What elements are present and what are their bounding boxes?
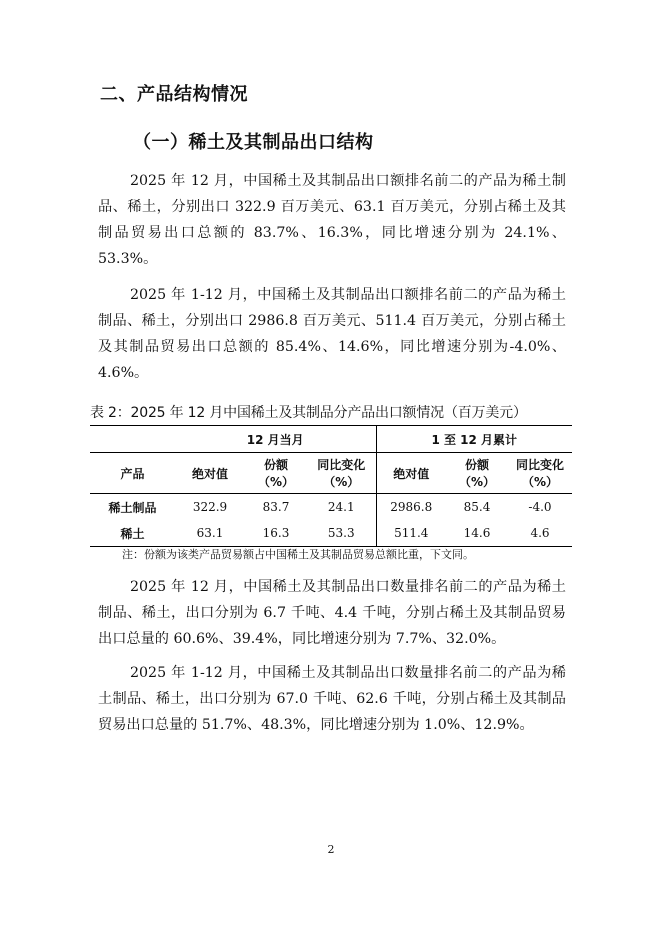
cell-year-yoy: -4.0 xyxy=(528,500,552,514)
table-row xyxy=(90,520,572,547)
cell-month-share: 83.7 xyxy=(262,500,290,514)
header-share xyxy=(245,453,307,494)
cell-year-yoy: 4.6 xyxy=(508,520,572,547)
table-corner-cell xyxy=(90,426,175,453)
table-row xyxy=(90,494,572,521)
header-share-label: 份额 xyxy=(464,458,489,472)
header-share xyxy=(446,453,508,494)
cell-year-abs: 2986.8 xyxy=(376,494,446,521)
header-yoy-unit: （%） xyxy=(323,475,360,489)
cell-month-abs: 63.1 xyxy=(175,520,245,547)
table-caption: 表 2：2025 年 12 月中国稀土及其制品分产品出口额情况（百万美元） xyxy=(90,405,527,421)
header-share-label: 份额 xyxy=(263,458,288,472)
cell-month-yoy: 53.3 xyxy=(307,520,376,547)
export-table xyxy=(90,425,572,547)
header-yoy xyxy=(508,453,572,494)
row-product: 稀土制品 xyxy=(108,500,157,515)
header-yoy-unit: （%） xyxy=(521,475,559,489)
header-absolute: 绝对值 xyxy=(175,453,245,494)
header-yoy xyxy=(307,453,376,494)
header-absolute: 绝对值 xyxy=(376,453,446,494)
header-product: 产品 xyxy=(90,453,175,494)
cell-year-share: 14.6 xyxy=(446,520,508,547)
paragraph: 2025 年 1-12 月，中国稀土及其制品出口数量排名前二的产品为稀土制品、稀土，出口分别为 67.0 千吨、62.6 千吨，分别占稀土及其制品贸易出口总量的 51.7%、48.3%，同比增速分别为 1.0%、12.9%。 xyxy=(98,665,566,733)
cell-month-abs: 322.9 xyxy=(192,500,228,514)
page-number: 2 xyxy=(327,843,335,856)
cell-year-share: 85.4 xyxy=(463,500,491,514)
header-share-unit: （%） xyxy=(257,475,295,489)
table-note: 注：份额为该类产品贸易额占中国稀土及其制品贸易总额比重，下文同。 xyxy=(122,548,474,561)
paragraph: 2025 年 12 月，中国稀土及其制品出口额排名前二的产品为稀土制品、稀土，分别出口 322.9 百万美元、63.1 百万美元，分别占稀土及其制品贸易出口总额的 83.7%、16.3%，同比增速分别为 24.1%、53.3%。 xyxy=(98,173,566,267)
cell-month-yoy: 24.1 xyxy=(327,500,355,514)
row-product: 稀土 xyxy=(90,520,175,547)
subsection-heading: （一）稀土及其制品出口结构 xyxy=(133,132,374,153)
section-heading: 二、产品结构情况 xyxy=(100,84,248,105)
header-yoy-label: 同比变化 xyxy=(317,458,366,472)
paragraph: 2025 年 12 月，中国稀土及其制品出口数量排名前二的产品为稀土制品、稀土，出口分别为 6.7 千吨、4.4 千吨，分别占稀土及其制品贸易出口总量的 60.6%、39.4%，同比增速分别为 7.7%、32.0%。 xyxy=(98,579,566,647)
table-column-header-row xyxy=(90,453,572,494)
cell-year-abs: 511.4 xyxy=(376,520,446,547)
table-group-header-row xyxy=(90,426,572,453)
group-header-cumulative: 1 至 12 月累计 xyxy=(376,426,572,453)
cell-month-share: 16.3 xyxy=(245,520,307,547)
header-yoy-label: 同比变化 xyxy=(515,458,564,472)
paragraph: 2025 年 1-12 月，中国稀土及其制品出口额排名前二的产品为稀土制品、稀土，分别出口 2986.8 百万美元、511.4 百万美元，分别占稀土及其制品贸易出口总额的 85.4%、14.6%，同比增速分别为-4.0%、4.6%。 xyxy=(98,287,566,381)
group-header-monthly: 12 月当月 xyxy=(175,426,376,453)
header-share-unit: （%） xyxy=(458,475,496,489)
